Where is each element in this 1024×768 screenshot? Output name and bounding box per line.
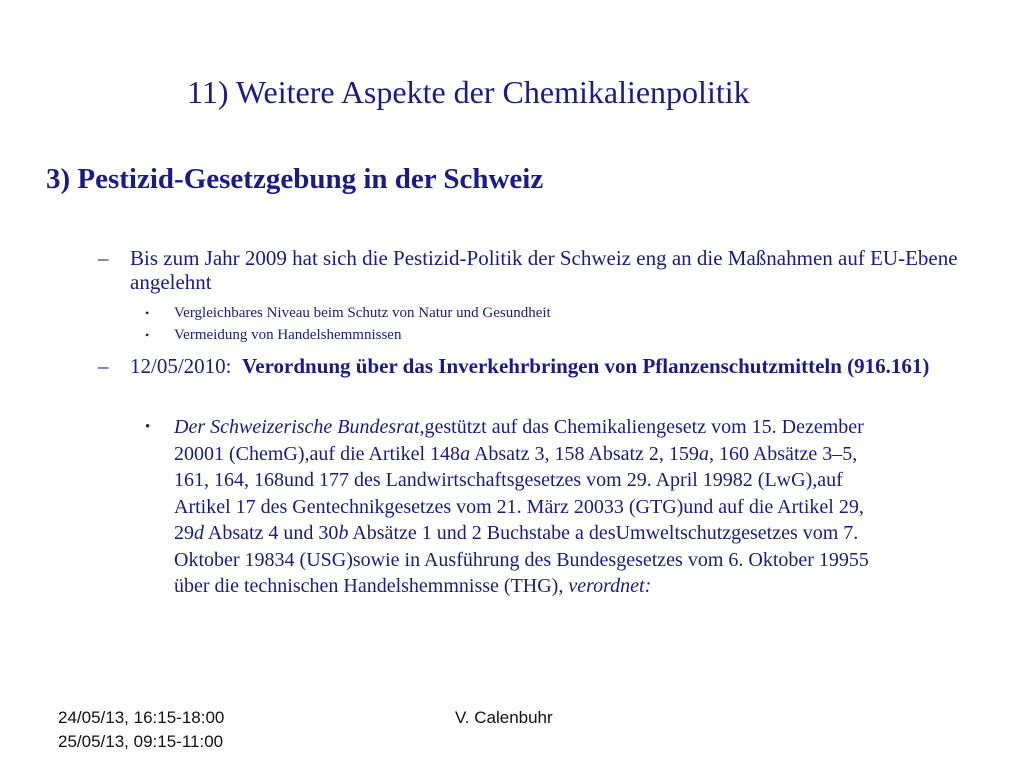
bullet-marker: •	[145, 306, 150, 320]
text-segment: über die technischen Handelshemmnisse (THG),	[174, 575, 569, 597]
bullet-marker: •	[145, 328, 150, 342]
ordinance-title: Verordnung über das Inverkehrbringen von Pflanzenschutzmitteln (916.161)	[242, 354, 930, 378]
text-segment: Artikel 17 des Gentechnikgesetzes vom 21. März 20033 (GTG)und auf die Artikel 29,	[174, 495, 864, 518]
text-segment: a	[698, 442, 709, 465]
sub-list-item-text: Vergleichbares Niveau beim Schutz von Natur und Gesundheit	[174, 305, 551, 321]
text-segment: Absatz 4 und 30	[204, 522, 339, 544]
text-segment: Absatz 3, 158 Absatz 2, 159	[470, 442, 699, 465]
list-item-text	[130, 354, 995, 378]
text-segment: gestützt auf das Chemikaliengesetz vom 15. Dezember	[424, 416, 864, 438]
dash-marker: –	[98, 246, 109, 270]
footer-date	[58, 706, 224, 754]
text-segment: verordnet:	[568, 575, 652, 597]
text-segment: Der Schweizerische Bundesrat,	[174, 416, 425, 438]
slide-title: 11) Weitere Aspekte der Chemikalienpolitik	[187, 74, 750, 110]
text-segment: 29	[174, 522, 194, 544]
text-segment: Oktober 19834 (USG)sowie in Ausführung des Bundesgesetzes vom 6. Oktober 19955	[174, 548, 869, 571]
ordinance-date: 12/05/2010:	[130, 354, 232, 378]
citation-line	[174, 441, 979, 468]
text-segment: , 160 Absätze 3–5,	[708, 442, 858, 465]
citation-line	[174, 467, 979, 494]
sub-list-item-text: Vermeidung von Handelshemmnissen	[174, 327, 402, 343]
footer-author: V. Calenbuhr	[455, 708, 553, 727]
citation-line	[174, 547, 979, 574]
citation-line	[174, 414, 979, 441]
list-item-text: Bis zum Jahr 2009 hat sich die Pestizid-Politik der Schweiz eng an die Maßnahmen auf EU-Ebene angelehnt	[130, 246, 958, 294]
section-heading: 3) Pestizid-Gesetzgebung in der Schweiz	[46, 163, 544, 195]
text-segment: b	[338, 522, 349, 544]
text-segment: 20001 (ChemG),auf die Artikel 148	[174, 442, 461, 465]
footer-date-line: 24/05/13, 16:15-18:00	[58, 708, 225, 727]
footer-date-line: 25/05/13, 09:15-11:00	[58, 732, 224, 751]
citation-line	[174, 520, 979, 547]
citation-line	[174, 494, 979, 521]
text-segment: a	[460, 442, 471, 465]
text-segment: Absätze 1 und 2 Buchstabe a desUmweltschutzgesetzes vom 7.	[348, 522, 859, 544]
citation-line	[174, 573, 979, 600]
citation-text	[174, 414, 979, 600]
text-segment: d	[194, 522, 204, 544]
bullet-marker: •	[145, 419, 151, 435]
dash-marker: –	[98, 354, 109, 378]
text-segment: 161, 164, 168und 177 des Landwirtschaftsgesetzes vom 29. April 19982 (LwG),auf	[174, 469, 843, 491]
